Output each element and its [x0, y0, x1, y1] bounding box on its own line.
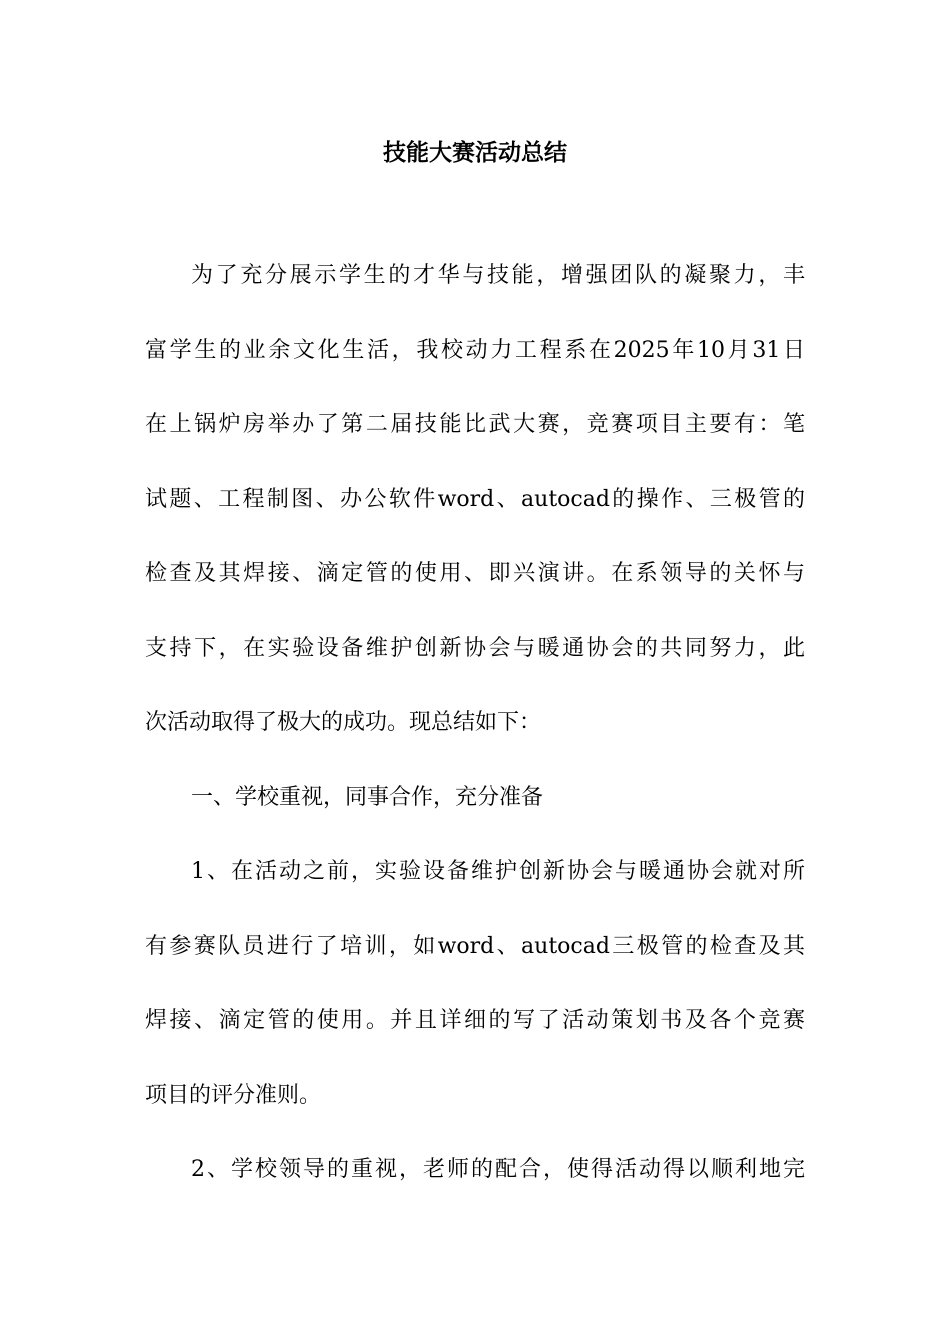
paragraph-line: 在上锅炉房举办了第二届技能比武大赛，竞赛项目主要有：笔 [145, 412, 805, 437]
section-heading: 一、学校重视，同事合作，充分准备 [191, 784, 544, 810]
paragraph-line: 检查及其焊接、滴定管的使用、即兴演讲。在系领导的关怀与 [145, 561, 805, 586]
document-body [145, 258, 805, 1227]
paragraph-line: 焊接、滴定管的使用。并且详细的写了活动策划书及各个竞赛 [145, 1008, 805, 1033]
paragraph-line: 次活动取得了极大的成功。现总结如下： [145, 710, 542, 735]
paragraph-line: 试题、工程制图、办公软件word、autocad的操作、三极管的 [145, 486, 805, 512]
paragraph-line: 富学生的业余文化生活，我校动力工程系在2025年10月31日 [145, 337, 805, 363]
paragraph-line: 2、学校领导的重视，老师的配合，使得活动得以顺利地完 [191, 1157, 805, 1182]
document-title: 技能大赛活动总结 [383, 139, 567, 166]
paragraph-line: 有参赛队员进行了培训，如word、autocad三极管的检查及其 [145, 933, 805, 959]
paragraph-line: 项目的评分准则。 [145, 1082, 322, 1108]
paragraph-line: 支持下，在实验设备维护创新协会与暖通协会的共同努力，此 [145, 635, 805, 661]
paragraph-line: 1、在活动之前，实验设备维护创新协会与暖通协会就对所 [191, 859, 805, 884]
paragraph-line: 为了充分展示学生的才华与技能，增强团队的凝聚力，丰 [191, 263, 805, 288]
